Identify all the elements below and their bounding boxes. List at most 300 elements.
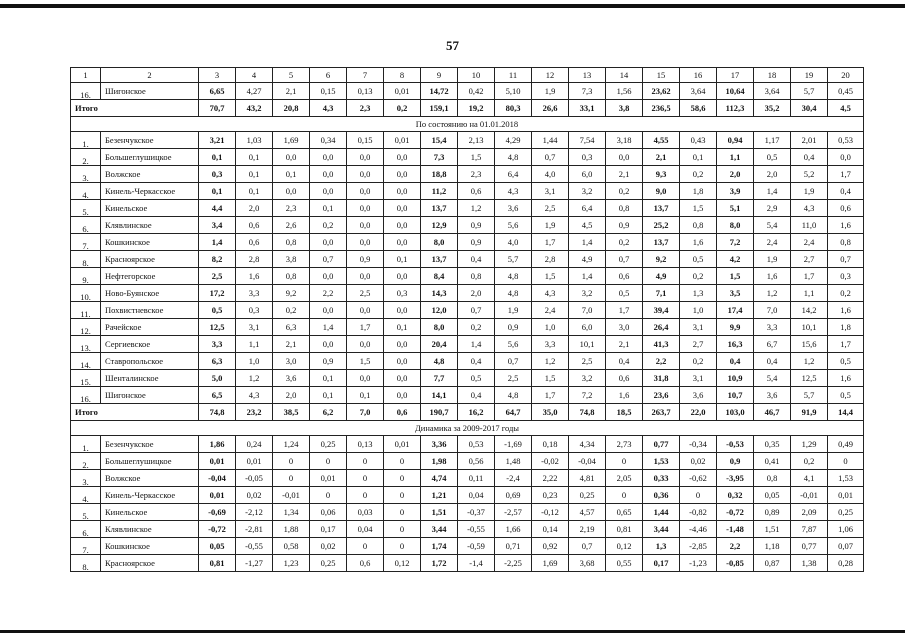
value-cell: 0,03 bbox=[347, 504, 384, 521]
value-cell: 3,68 bbox=[569, 555, 606, 572]
value-cell: 1,53 bbox=[828, 470, 864, 487]
value-cell: 3,3 bbox=[236, 285, 273, 302]
value-cell: 1,48 bbox=[495, 453, 532, 470]
value-cell: 2,13 bbox=[458, 132, 495, 149]
total-value-cell: 46,7 bbox=[754, 404, 791, 421]
value-cell: 9,3 bbox=[643, 166, 680, 183]
value-cell: -2,12 bbox=[236, 504, 273, 521]
value-cell: 1,6 bbox=[828, 302, 864, 319]
value-cell: 4,0 bbox=[495, 234, 532, 251]
value-cell: 0 bbox=[347, 487, 384, 504]
value-cell: 1,3 bbox=[680, 285, 717, 302]
value-cell: 1,5 bbox=[347, 353, 384, 370]
district-name: Волжское bbox=[101, 166, 199, 183]
value-cell: 6,0 bbox=[569, 319, 606, 336]
value-cell: 0,01 bbox=[310, 470, 347, 487]
value-cell: 0,05 bbox=[199, 538, 236, 555]
value-cell: 0,0 bbox=[384, 370, 421, 387]
value-cell: -0,01 bbox=[273, 487, 310, 504]
value-cell: 2,3 bbox=[458, 166, 495, 183]
column-number: 9 bbox=[421, 68, 458, 83]
value-cell: 2,73 bbox=[606, 436, 643, 453]
value-cell: 1,8 bbox=[680, 183, 717, 200]
value-cell: 0,7 bbox=[606, 251, 643, 268]
table-row bbox=[71, 285, 864, 302]
value-cell: 0,0 bbox=[310, 183, 347, 200]
value-cell: 2,22 bbox=[532, 470, 569, 487]
value-cell: 3,1 bbox=[532, 183, 569, 200]
value-cell: 1,9 bbox=[532, 83, 569, 100]
value-cell: 0,3 bbox=[828, 268, 864, 285]
value-cell: 0 bbox=[384, 521, 421, 538]
value-cell: 5,7 bbox=[791, 83, 828, 100]
row-number: 6. bbox=[71, 521, 101, 538]
district-name: Кинель-Черкасское bbox=[101, 183, 199, 200]
value-cell: 0,1 bbox=[236, 149, 273, 166]
value-cell: 0,0 bbox=[384, 234, 421, 251]
value-cell: 1,3 bbox=[643, 538, 680, 555]
value-cell: 14,72 bbox=[421, 83, 458, 100]
value-cell: 0,4 bbox=[458, 353, 495, 370]
page-number: 57 bbox=[446, 38, 459, 53]
row-number: 16. bbox=[71, 83, 101, 100]
value-cell: 0,7 bbox=[495, 353, 532, 370]
value-cell: 1,86 bbox=[199, 436, 236, 453]
value-cell: 9,0 bbox=[643, 183, 680, 200]
value-cell: 5,6 bbox=[495, 217, 532, 234]
value-cell: 4,74 bbox=[421, 470, 458, 487]
value-cell: 2,7 bbox=[680, 336, 717, 353]
value-cell: 0,89 bbox=[754, 504, 791, 521]
total-value-cell: 19,2 bbox=[458, 100, 495, 117]
value-cell: 1,5 bbox=[532, 268, 569, 285]
total-value-cell: 4,5 bbox=[828, 100, 864, 117]
value-cell: 0,12 bbox=[384, 555, 421, 572]
table-row bbox=[71, 166, 864, 183]
district-name: Большеглушицкое bbox=[101, 149, 199, 166]
table-row bbox=[71, 200, 864, 217]
table-row bbox=[71, 83, 864, 100]
value-cell: 0,18 bbox=[532, 436, 569, 453]
value-cell: 1,38 bbox=[791, 555, 828, 572]
value-cell: -0,05 bbox=[236, 470, 273, 487]
value-cell: 0,3 bbox=[199, 166, 236, 183]
column-number: 7 bbox=[347, 68, 384, 83]
total-value-cell: 263,7 bbox=[643, 404, 680, 421]
value-cell: 0,0 bbox=[384, 353, 421, 370]
value-cell: 0,25 bbox=[569, 487, 606, 504]
district-name: Кинельское bbox=[101, 200, 199, 217]
value-cell: 0,36 bbox=[643, 487, 680, 504]
value-cell: 1,9 bbox=[754, 251, 791, 268]
total-value-cell: 33,1 bbox=[569, 100, 606, 117]
value-cell: 0,0 bbox=[347, 166, 384, 183]
value-cell: 8,0 bbox=[421, 234, 458, 251]
value-cell: 3,8 bbox=[273, 251, 310, 268]
value-cell: 0,01 bbox=[236, 453, 273, 470]
value-cell: 0,24 bbox=[236, 436, 273, 453]
value-cell: -2,85 bbox=[680, 538, 717, 555]
value-cell: 1,21 bbox=[421, 487, 458, 504]
value-cell: 13,7 bbox=[643, 234, 680, 251]
total-value-cell: 3,8 bbox=[606, 100, 643, 117]
value-cell: 3,9 bbox=[717, 183, 754, 200]
value-cell: 11,2 bbox=[421, 183, 458, 200]
value-cell: 2,0 bbox=[458, 285, 495, 302]
value-cell: 0,6 bbox=[828, 200, 864, 217]
value-cell: 0,11 bbox=[458, 470, 495, 487]
value-cell: 1,56 bbox=[606, 83, 643, 100]
value-cell: 0,0 bbox=[828, 149, 864, 166]
value-cell: 1,23 bbox=[273, 555, 310, 572]
value-cell: 0,4 bbox=[754, 353, 791, 370]
total-value-cell: 91,9 bbox=[791, 404, 828, 421]
value-cell: 0,15 bbox=[310, 83, 347, 100]
value-cell: 4,29 bbox=[495, 132, 532, 149]
value-cell: 1,6 bbox=[680, 234, 717, 251]
value-cell: 0,6 bbox=[458, 183, 495, 200]
value-cell: 1,24 bbox=[273, 436, 310, 453]
value-cell: 4,1 bbox=[791, 470, 828, 487]
value-cell: 0,25 bbox=[310, 436, 347, 453]
value-cell: 1,53 bbox=[643, 453, 680, 470]
value-cell: 1,69 bbox=[532, 555, 569, 572]
column-number: 15 bbox=[643, 68, 680, 83]
table-row bbox=[71, 470, 864, 487]
value-cell: -0,72 bbox=[199, 521, 236, 538]
value-cell: 0,4 bbox=[458, 387, 495, 404]
table-row bbox=[71, 132, 864, 149]
value-cell: 4,3 bbox=[791, 200, 828, 217]
total-value-cell: 26,6 bbox=[532, 100, 569, 117]
value-cell: 0,1 bbox=[273, 166, 310, 183]
value-cell: 0,0 bbox=[273, 183, 310, 200]
value-cell: 0,5 bbox=[828, 353, 864, 370]
value-cell: 0,23 bbox=[532, 487, 569, 504]
value-cell: 3,4 bbox=[199, 217, 236, 234]
value-cell: 0,0 bbox=[347, 370, 384, 387]
column-number: 3 bbox=[199, 68, 236, 83]
value-cell: 0,2 bbox=[310, 217, 347, 234]
value-cell: 0,0 bbox=[384, 149, 421, 166]
value-cell: 0,9 bbox=[458, 234, 495, 251]
value-cell: 0,8 bbox=[754, 470, 791, 487]
row-number: 8. bbox=[71, 555, 101, 572]
value-cell: 2,5 bbox=[495, 370, 532, 387]
column-number: 8 bbox=[384, 68, 421, 83]
value-cell: 0,1 bbox=[310, 200, 347, 217]
value-cell: 0,77 bbox=[791, 538, 828, 555]
table-row bbox=[71, 149, 864, 166]
value-cell: 0 bbox=[384, 487, 421, 504]
total-value-cell: 35,2 bbox=[754, 100, 791, 117]
value-cell: 2,5 bbox=[199, 268, 236, 285]
value-cell: 0 bbox=[828, 453, 864, 470]
value-cell: 0,9 bbox=[347, 251, 384, 268]
value-cell: 3,0 bbox=[273, 353, 310, 370]
value-cell: 1,9 bbox=[791, 183, 828, 200]
value-cell: 4,8 bbox=[495, 387, 532, 404]
column-number: 4 bbox=[236, 68, 273, 83]
value-cell: 0,1 bbox=[384, 319, 421, 336]
value-cell: 5,4 bbox=[754, 217, 791, 234]
value-cell: 4,4 bbox=[199, 200, 236, 217]
value-cell: 0,02 bbox=[236, 487, 273, 504]
column-number-row bbox=[71, 68, 864, 83]
value-cell: 0,6 bbox=[236, 234, 273, 251]
value-cell: -0,01 bbox=[791, 487, 828, 504]
total-row bbox=[71, 100, 864, 117]
value-cell: 14,2 bbox=[791, 302, 828, 319]
value-cell: 3,3 bbox=[199, 336, 236, 353]
value-cell: 0,02 bbox=[310, 538, 347, 555]
value-cell: -0,85 bbox=[717, 555, 754, 572]
value-cell: 2,4 bbox=[791, 234, 828, 251]
value-cell: 3,3 bbox=[754, 319, 791, 336]
total-value-cell: 112,3 bbox=[717, 100, 754, 117]
value-cell: 9,2 bbox=[643, 251, 680, 268]
value-cell: -2,4 bbox=[495, 470, 532, 487]
value-cell: 3,2 bbox=[569, 370, 606, 387]
district-name: Безенчукское bbox=[101, 132, 199, 149]
value-cell: 18,8 bbox=[421, 166, 458, 183]
value-cell: 4,8 bbox=[495, 149, 532, 166]
value-cell: 0,0 bbox=[310, 302, 347, 319]
value-cell: -0,37 bbox=[458, 504, 495, 521]
value-cell: 0,0 bbox=[310, 166, 347, 183]
column-number: 11 bbox=[495, 68, 532, 83]
total-value-cell: 236,5 bbox=[643, 100, 680, 117]
row-number: 7. bbox=[71, 538, 101, 555]
value-cell: 0,13 bbox=[347, 436, 384, 453]
value-cell: 0,0 bbox=[310, 336, 347, 353]
value-cell: 3,1 bbox=[680, 319, 717, 336]
value-cell: 0,0 bbox=[310, 234, 347, 251]
district-name: Ставропольское bbox=[101, 353, 199, 370]
value-cell: 0 bbox=[347, 453, 384, 470]
value-cell: 0 bbox=[384, 453, 421, 470]
value-cell: 0 bbox=[680, 487, 717, 504]
value-cell: 0,1 bbox=[199, 183, 236, 200]
value-cell: 1,2 bbox=[458, 200, 495, 217]
value-cell: 3,44 bbox=[421, 521, 458, 538]
value-cell: 0,0 bbox=[384, 302, 421, 319]
value-cell: 2,01 bbox=[791, 132, 828, 149]
value-cell: 0,0 bbox=[384, 217, 421, 234]
total-value-cell: 14,4 bbox=[828, 404, 864, 421]
value-cell: 0,32 bbox=[717, 487, 754, 504]
value-cell: 1,2 bbox=[791, 353, 828, 370]
value-cell: 6,7 bbox=[754, 336, 791, 353]
value-cell: -0,72 bbox=[717, 504, 754, 521]
value-cell: 2,0 bbox=[754, 166, 791, 183]
value-cell: 0,13 bbox=[347, 83, 384, 100]
row-number: 4. bbox=[71, 183, 101, 200]
value-cell: 3,18 bbox=[606, 132, 643, 149]
value-cell: 4,81 bbox=[569, 470, 606, 487]
value-cell: 0,42 bbox=[458, 83, 495, 100]
value-cell: 0,0 bbox=[384, 183, 421, 200]
value-cell: 0,1 bbox=[199, 149, 236, 166]
value-cell: 0,58 bbox=[273, 538, 310, 555]
table-row bbox=[71, 251, 864, 268]
value-cell: 10,1 bbox=[791, 319, 828, 336]
value-cell: -0,69 bbox=[199, 504, 236, 521]
value-cell: -1,4 bbox=[458, 555, 495, 572]
total-label: Итого bbox=[71, 404, 199, 421]
value-cell: 8,2 bbox=[199, 251, 236, 268]
value-cell: 4,57 bbox=[569, 504, 606, 521]
value-cell: 1,0 bbox=[236, 353, 273, 370]
table-row bbox=[71, 370, 864, 387]
row-number: 5. bbox=[71, 504, 101, 521]
row-number: 1. bbox=[71, 132, 101, 149]
value-cell: 7,1 bbox=[643, 285, 680, 302]
value-cell: 1,44 bbox=[532, 132, 569, 149]
table-row bbox=[71, 183, 864, 200]
value-cell: 2,1 bbox=[643, 149, 680, 166]
district-name: Похвистневское bbox=[101, 302, 199, 319]
value-cell: 2,8 bbox=[532, 251, 569, 268]
value-cell: 0 bbox=[384, 470, 421, 487]
value-cell: 15,4 bbox=[421, 132, 458, 149]
value-cell: 0,14 bbox=[532, 521, 569, 538]
total-value-cell: 74,8 bbox=[569, 404, 606, 421]
total-value-cell: 16,2 bbox=[458, 404, 495, 421]
row-number: 3. bbox=[71, 470, 101, 487]
value-cell: -0,82 bbox=[680, 504, 717, 521]
value-cell: 5,7 bbox=[495, 251, 532, 268]
row-number: 15. bbox=[71, 370, 101, 387]
value-cell: 7,2 bbox=[569, 387, 606, 404]
district-name: Сергиевское bbox=[101, 336, 199, 353]
value-cell: 13,7 bbox=[421, 251, 458, 268]
value-cell: 1,0 bbox=[532, 319, 569, 336]
value-cell: 11,0 bbox=[791, 217, 828, 234]
value-cell: 2,6 bbox=[273, 217, 310, 234]
value-cell: 0,2 bbox=[273, 302, 310, 319]
value-cell: 0,2 bbox=[680, 268, 717, 285]
value-cell: 1,88 bbox=[273, 521, 310, 538]
value-cell: 1,7 bbox=[828, 336, 864, 353]
value-cell: 0,0 bbox=[347, 217, 384, 234]
value-cell: 4,2 bbox=[717, 251, 754, 268]
value-cell: 0,81 bbox=[199, 555, 236, 572]
value-cell: -3,95 bbox=[717, 470, 754, 487]
table-row bbox=[71, 268, 864, 285]
column-number: 1 bbox=[71, 68, 101, 83]
value-cell: 0,2 bbox=[680, 353, 717, 370]
district-name: Ново-Буянское bbox=[101, 285, 199, 302]
column-number: 6 bbox=[310, 68, 347, 83]
value-cell: 1,18 bbox=[754, 538, 791, 555]
table-row bbox=[71, 319, 864, 336]
value-cell: 10,9 bbox=[717, 370, 754, 387]
value-cell: 0 bbox=[384, 538, 421, 555]
value-cell: 2,2 bbox=[643, 353, 680, 370]
section-header-row bbox=[71, 117, 864, 132]
value-cell: 1,7 bbox=[532, 387, 569, 404]
value-cell: 0,8 bbox=[680, 217, 717, 234]
value-cell: 0,4 bbox=[791, 149, 828, 166]
table-row bbox=[71, 538, 864, 555]
value-cell: 0,0 bbox=[347, 336, 384, 353]
value-cell: 8,0 bbox=[421, 319, 458, 336]
value-cell: 0,5 bbox=[828, 387, 864, 404]
value-cell: 1,4 bbox=[569, 234, 606, 251]
value-cell: 6,0 bbox=[569, 166, 606, 183]
value-cell: 17,2 bbox=[199, 285, 236, 302]
value-cell: 0,01 bbox=[384, 132, 421, 149]
row-number: 10. bbox=[71, 285, 101, 302]
value-cell: 0,43 bbox=[680, 132, 717, 149]
value-cell: 7,7 bbox=[421, 370, 458, 387]
value-cell: 0,9 bbox=[717, 453, 754, 470]
value-cell: 0,56 bbox=[458, 453, 495, 470]
value-cell: 4,9 bbox=[643, 268, 680, 285]
row-number: 14. bbox=[71, 353, 101, 370]
value-cell: 0,3 bbox=[236, 302, 273, 319]
value-cell: -2,81 bbox=[236, 521, 273, 538]
value-cell: 3,1 bbox=[680, 370, 717, 387]
value-cell: 0,5 bbox=[199, 302, 236, 319]
column-number: 17 bbox=[717, 68, 754, 83]
value-cell: 3,2 bbox=[569, 183, 606, 200]
value-cell: 2,7 bbox=[791, 251, 828, 268]
section-header-row bbox=[71, 421, 864, 436]
value-cell: 1,7 bbox=[532, 234, 569, 251]
value-cell: 0,8 bbox=[606, 200, 643, 217]
value-cell: 1,44 bbox=[643, 504, 680, 521]
value-cell: 2,1 bbox=[273, 83, 310, 100]
value-cell: -0,34 bbox=[680, 436, 717, 453]
value-cell: 0,0 bbox=[384, 336, 421, 353]
value-cell: -1,23 bbox=[680, 555, 717, 572]
value-cell: 0,5 bbox=[680, 251, 717, 268]
value-cell: 1,98 bbox=[421, 453, 458, 470]
district-name: Кинель-Черкасское bbox=[101, 487, 199, 504]
total-value-cell: 20,8 bbox=[273, 100, 310, 117]
value-cell: 0,17 bbox=[643, 555, 680, 572]
value-cell: 3,44 bbox=[643, 521, 680, 538]
value-cell: 7,3 bbox=[569, 83, 606, 100]
total-value-cell: 103,0 bbox=[717, 404, 754, 421]
value-cell: 4,8 bbox=[421, 353, 458, 370]
column-number: 2 bbox=[101, 68, 199, 83]
value-cell: 0,4 bbox=[717, 353, 754, 370]
value-cell: 1,66 bbox=[495, 521, 532, 538]
value-cell: 12,0 bbox=[421, 302, 458, 319]
district-name: Шенталинское bbox=[101, 370, 199, 387]
value-cell: 0,2 bbox=[680, 166, 717, 183]
value-cell: 0,2 bbox=[791, 453, 828, 470]
value-cell: 0,0 bbox=[347, 149, 384, 166]
value-cell: 0,8 bbox=[458, 268, 495, 285]
value-cell: 0,4 bbox=[828, 183, 864, 200]
value-cell: 12,5 bbox=[791, 370, 828, 387]
value-cell: 1,03 bbox=[236, 132, 273, 149]
value-cell: 0,0 bbox=[347, 234, 384, 251]
district-name: Шигонское bbox=[101, 387, 199, 404]
value-cell: 5,1 bbox=[717, 200, 754, 217]
table-row bbox=[71, 487, 864, 504]
value-cell: 0,06 bbox=[310, 504, 347, 521]
value-cell: 2,1 bbox=[606, 166, 643, 183]
value-cell: -0,53 bbox=[717, 436, 754, 453]
top-rule bbox=[0, 4, 905, 8]
value-cell: 0,0 bbox=[384, 268, 421, 285]
value-cell: 0,0 bbox=[310, 149, 347, 166]
